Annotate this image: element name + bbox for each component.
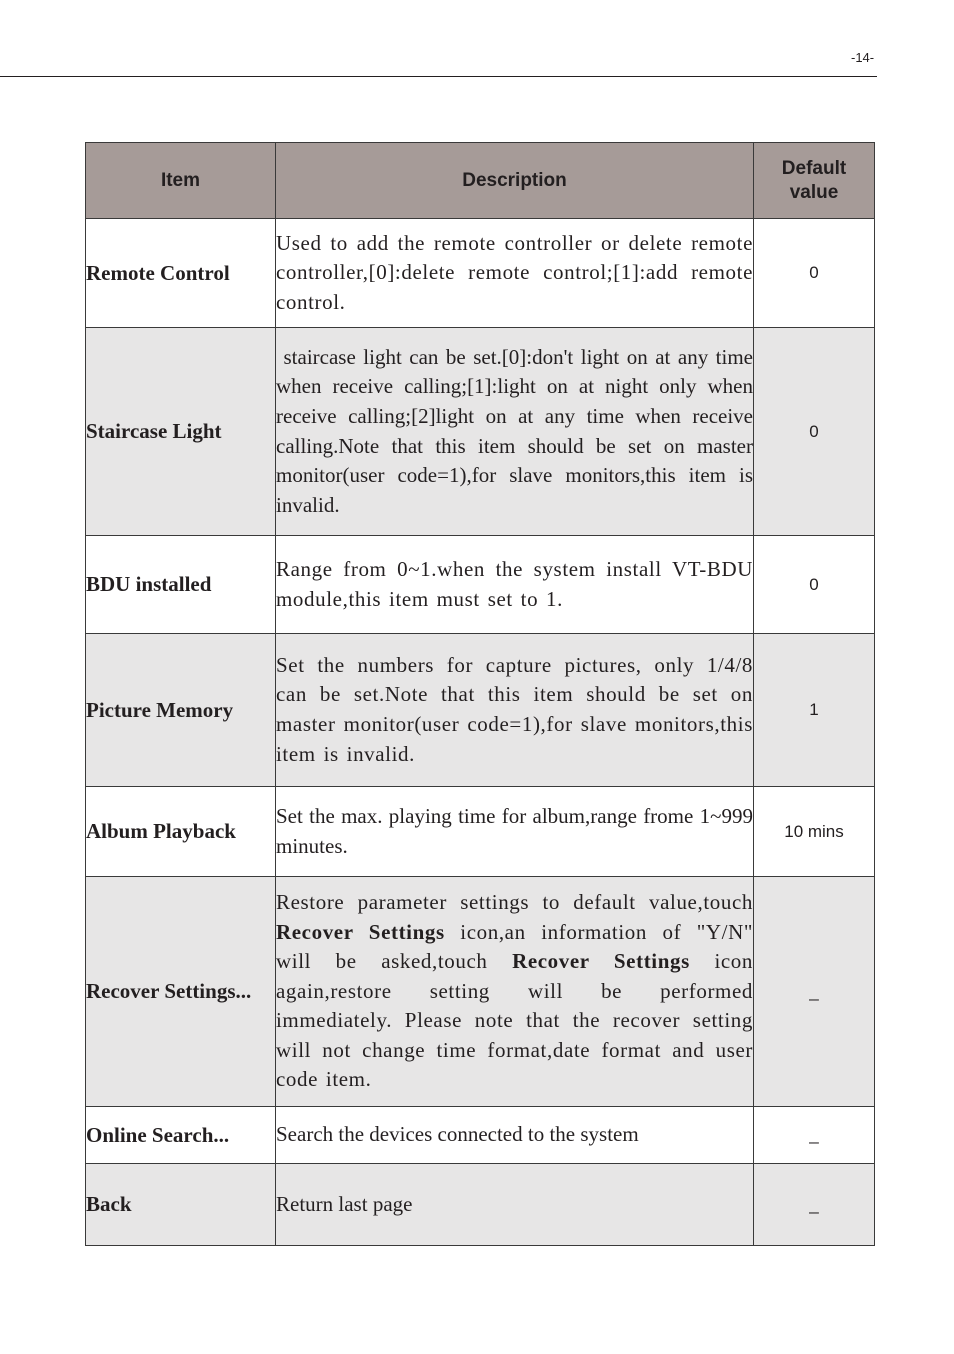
table-header-row	[86, 143, 875, 219]
row-description: Search the devices connected to the system	[276, 1107, 754, 1164]
row-default-value: _	[754, 1164, 875, 1246]
settings-table	[85, 142, 875, 1246]
row-default-value: 1	[754, 634, 875, 787]
row-item-label: Online Search...	[86, 1107, 276, 1164]
header-rule	[0, 76, 877, 77]
row-default-value: 0	[754, 328, 875, 536]
row-default-value: 10 mins	[754, 787, 875, 877]
description-text: icon again,restore setting will be performed immediately. Please note that the recover setting will not change time format,date format and user code item.	[276, 949, 754, 1092]
row-description: Return last page	[276, 1164, 754, 1246]
row-item-label: Remote Control	[86, 219, 276, 328]
row-description: Used to add the remote controller or delete remote controller,[0]:delete remote control;[1]:add remote control.	[276, 219, 754, 328]
table-row	[86, 328, 875, 536]
recover-settings-keyword: Recover Settings	[512, 949, 690, 974]
recover-settings-keyword: Recover Settings	[276, 919, 445, 944]
row-default-value: 0	[754, 219, 875, 328]
header-description: Description	[276, 143, 754, 219]
row-item-label: Recover Settings...	[86, 877, 276, 1107]
table-row	[86, 1107, 875, 1164]
row-default-value: _	[754, 877, 875, 1107]
header-default-value: Default value	[754, 143, 875, 219]
row-item-label: Back	[86, 1164, 276, 1246]
row-item-label: Album Playback	[86, 787, 276, 877]
row-default-value: _	[754, 1107, 875, 1164]
table-row	[86, 877, 875, 1107]
page-number: -14-	[851, 50, 875, 65]
description-text: icon,an information of "Y/N" will be asked,touch	[276, 919, 754, 974]
row-default-value: 0	[754, 536, 875, 634]
table-row	[86, 219, 875, 328]
row-description: Set the max. playing time for album,range frome 1~999 minutes.	[276, 787, 754, 877]
row-item-label: Staircase Light	[86, 328, 276, 536]
row-description: Range from 0~1.when the system install VT-BDU module,this item must set to 1.	[276, 536, 754, 634]
table-row	[86, 787, 875, 877]
row-item-label: Picture Memory	[86, 634, 276, 787]
row-description	[276, 877, 754, 1107]
description-text: Restore parameter settings to default value,touch	[276, 889, 753, 914]
row-description: staircase light can be set.[0]:don't light on at any time when receive calling;[1]:light on at night only when receive calling;[2]light on at any time when receive calling.Note that this item should be set on master monitor(user code=1),for slave monitors,this item is invalid.	[276, 328, 754, 536]
table-row	[86, 1164, 875, 1246]
header-item: Item	[86, 143, 276, 219]
row-item-label: BDU installed	[86, 536, 276, 634]
table-row	[86, 536, 875, 634]
table-row	[86, 634, 875, 787]
row-description: Set the numbers for capture pictures, only 1/4/8 can be set.Note that this item should be set on master monitor(user code=1),for slave monitors,this item is invalid.	[276, 634, 754, 787]
